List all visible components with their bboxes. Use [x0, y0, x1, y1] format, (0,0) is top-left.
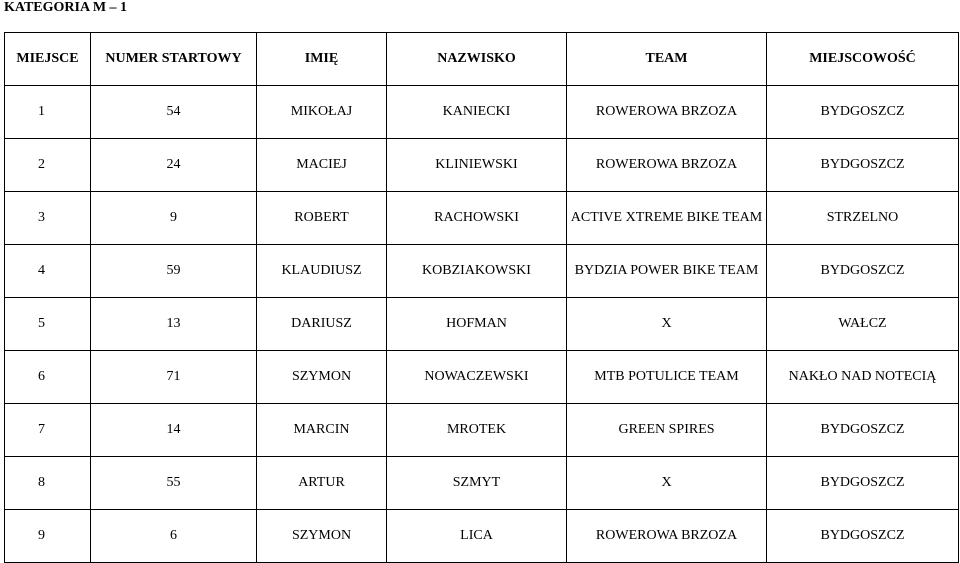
- table-row: [5, 298, 959, 351]
- cell-start-number: 9: [91, 192, 257, 245]
- cell-first-name: SZYMON: [257, 351, 387, 404]
- cell-place: 1: [5, 86, 91, 139]
- cell-place: 5: [5, 298, 91, 351]
- cell-place: 3: [5, 192, 91, 245]
- cell-team: ROWEROWA BRZOZA: [567, 139, 767, 192]
- cell-place: 6: [5, 351, 91, 404]
- cell-city: NAKŁO NAD NOTECIĄ: [767, 351, 959, 404]
- cell-last-name: KLINIEWSKI: [387, 139, 567, 192]
- header-first-name: IMIĘ: [257, 33, 387, 86]
- cell-last-name: MROTEK: [387, 404, 567, 457]
- cell-city: BYDGOSZCZ: [767, 86, 959, 139]
- cell-place: 7: [5, 404, 91, 457]
- cell-first-name: SZYMON: [257, 510, 387, 563]
- cell-team: BYDZIA POWER BIKE TEAM: [567, 245, 767, 298]
- cell-city: STRZELNO: [767, 192, 959, 245]
- cell-place: 2: [5, 139, 91, 192]
- cell-first-name: DARIUSZ: [257, 298, 387, 351]
- cell-start-number: 71: [91, 351, 257, 404]
- cell-start-number: 14: [91, 404, 257, 457]
- cell-place: 8: [5, 457, 91, 510]
- cell-team: ROWEROWA BRZOZA: [567, 510, 767, 563]
- cell-start-number: 24: [91, 139, 257, 192]
- table-row: [5, 457, 959, 510]
- results-table: [4, 32, 959, 563]
- cell-start-number: 54: [91, 86, 257, 139]
- cell-start-number: 13: [91, 298, 257, 351]
- cell-city: BYDGOSZCZ: [767, 457, 959, 510]
- cell-city: BYDGOSZCZ: [767, 510, 959, 563]
- table-row: [5, 192, 959, 245]
- cell-last-name: RACHOWSKI: [387, 192, 567, 245]
- cell-first-name: ROBERT: [257, 192, 387, 245]
- table-row: [5, 351, 959, 404]
- cell-first-name: MARCIN: [257, 404, 387, 457]
- header-last-name: NAZWISKO: [387, 33, 567, 86]
- header-start-number: NUMER STARTOWY: [91, 33, 257, 86]
- table-row: [5, 404, 959, 457]
- cell-team: MTB POTULICE TEAM: [567, 351, 767, 404]
- cell-team: X: [567, 298, 767, 351]
- header-city: MIEJSCOWOŚĆ: [767, 33, 959, 86]
- table-row: [5, 139, 959, 192]
- table-row: [5, 245, 959, 298]
- header-row: [5, 33, 959, 86]
- cell-city: BYDGOSZCZ: [767, 404, 959, 457]
- cell-first-name: ARTUR: [257, 457, 387, 510]
- cell-team: ACTIVE XTREME BIKE TEAM: [567, 192, 767, 245]
- cell-last-name: LICA: [387, 510, 567, 563]
- cell-team: ROWEROWA BRZOZA: [567, 86, 767, 139]
- cell-city: BYDGOSZCZ: [767, 139, 959, 192]
- cell-start-number: 59: [91, 245, 257, 298]
- cell-team: GREEN SPIRES: [567, 404, 767, 457]
- cell-last-name: KANIECKI: [387, 86, 567, 139]
- cell-team: X: [567, 457, 767, 510]
- table-row: [5, 510, 959, 563]
- cell-place: 4: [5, 245, 91, 298]
- cell-city: WAŁCZ: [767, 298, 959, 351]
- cell-start-number: 6: [91, 510, 257, 563]
- cell-last-name: HOFMAN: [387, 298, 567, 351]
- cell-city: BYDGOSZCZ: [767, 245, 959, 298]
- table-row: [5, 86, 959, 139]
- page-title: KATEGORIA M – 1: [4, 0, 128, 15]
- cell-first-name: KLAUDIUSZ: [257, 245, 387, 298]
- cell-place: 9: [5, 510, 91, 563]
- cell-last-name: SZMYT: [387, 457, 567, 510]
- cell-first-name: MIKOŁAJ: [257, 86, 387, 139]
- cell-first-name: MACIEJ: [257, 139, 387, 192]
- header-team: TEAM: [567, 33, 767, 86]
- cell-start-number: 55: [91, 457, 257, 510]
- cell-last-name: NOWACZEWSKI: [387, 351, 567, 404]
- header-place: MIEJSCE: [5, 33, 91, 86]
- cell-last-name: KOBZIAKOWSKI: [387, 245, 567, 298]
